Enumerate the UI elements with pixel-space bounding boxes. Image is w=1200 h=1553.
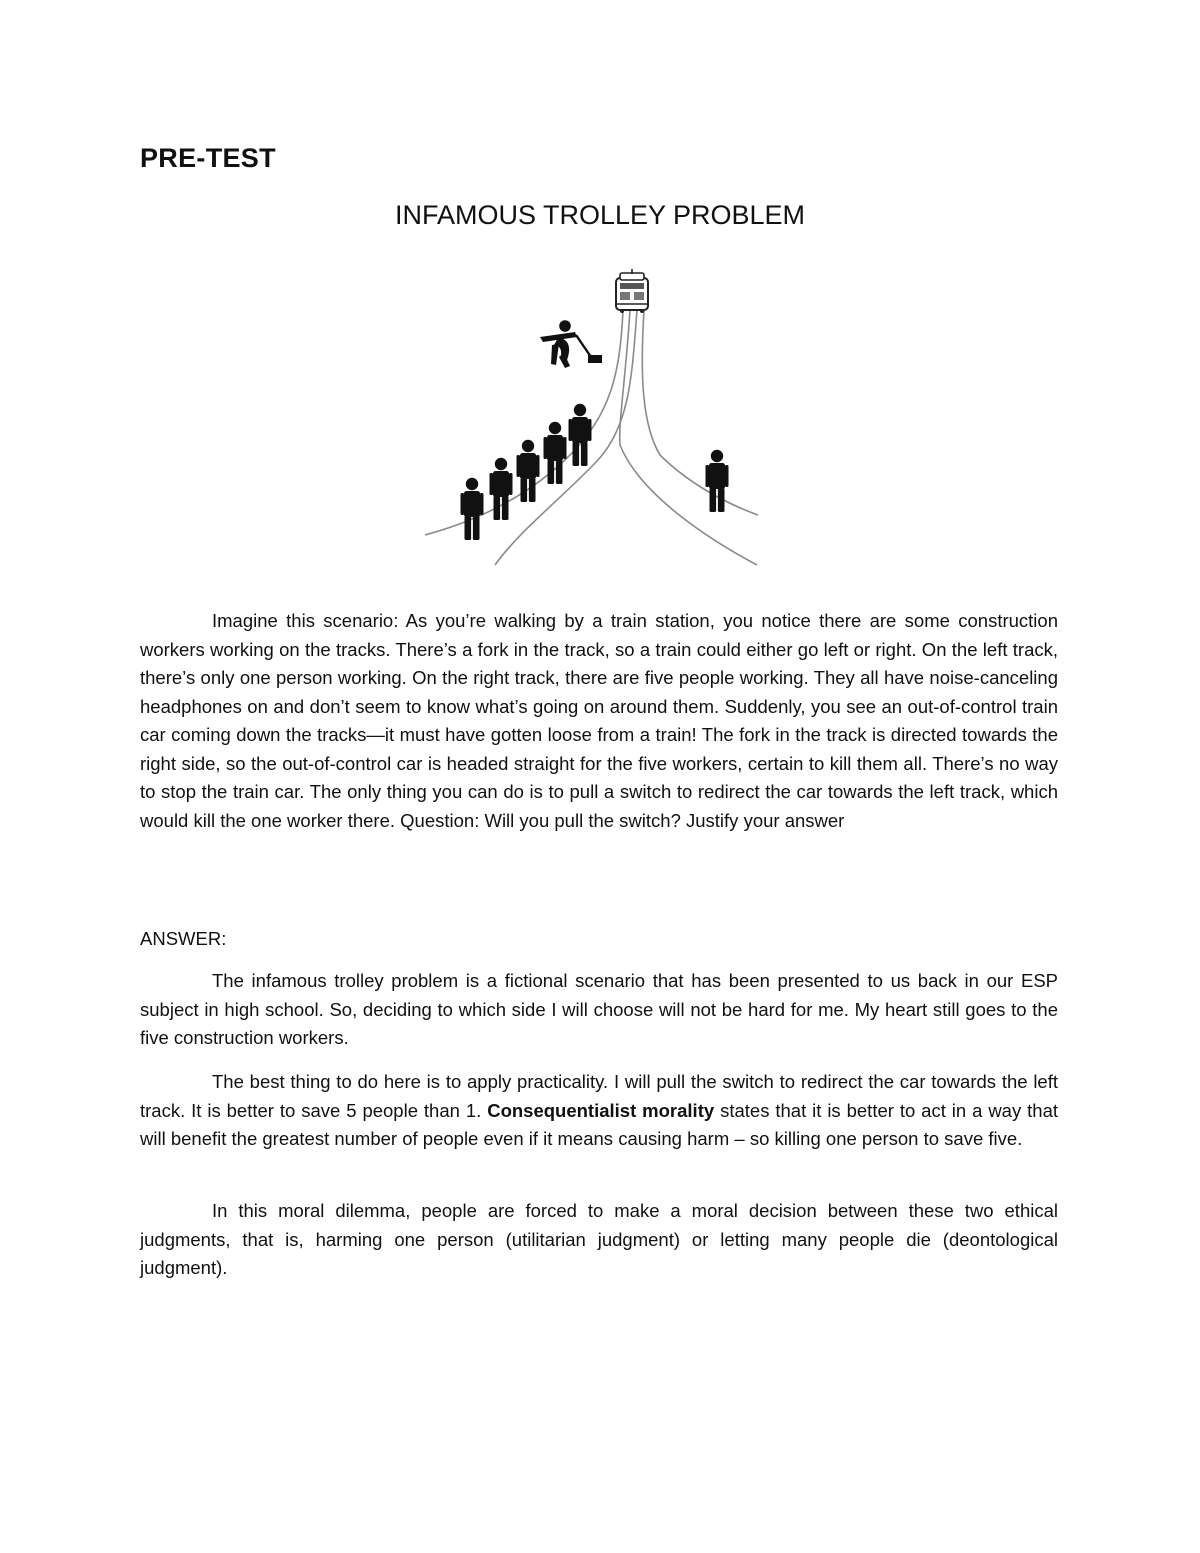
answer-paragraph-3: In this moral dilemma, people are forced to make a moral decision between these two ethical judgments, that is, harming one person (utilitarian judgment) or letting many people die (deontological judgment).: [140, 1200, 1058, 1278]
train-icon: [616, 269, 648, 313]
answer-paragraph-1: The infamous trolley problem is a fictional scenario that has been presented to us back in our ESP subject in high school. So, deciding to which side I will choose will not be hard for me. My heart still goes to the five construction workers.: [140, 970, 1058, 1048]
trolley-problem-illustration: [420, 265, 790, 580]
worker-figure-icon: [490, 458, 513, 520]
worker-figure-icon: [569, 404, 592, 466]
answer-label: ANSWER:: [140, 928, 227, 949]
lever-operator-icon: [540, 320, 602, 368]
page-title: INFAMOUS TROLLEY PROBLEM: [394, 200, 806, 230]
consequentialist-morality-term: Consequentialist morality: [487, 1099, 715, 1121]
answer-paragraph-2-text-a: The best thing to do here is to apply practicality. I will pull the switch to redirect the car towards the left track. It is better to save 5 people than 1.: [140, 1071, 1058, 1121]
worker-group-five: [461, 404, 592, 540]
worker-single: [706, 450, 729, 512]
worker-figure-icon: [706, 450, 729, 512]
worker-figure-icon: [461, 478, 484, 540]
answer-paragraph-2: [140, 1068, 1058, 1154]
scenario-paragraph: Imagine this scenario: As you’re walking by a train station, you notice there are some construction workers working on the tracks. There’s a fork in the track, so a train could either go left or right. On the left track, there’s only one person working. On the right track, there are five people working. They all have noise-canceling headphones on and don’t seem to know what’s going on around them. Suddenly, you see an out-of-control train car coming down the tracks—it must have gotten loose from a train! The fork in the track is directed towards the right side, so the out-of-control car is headed straight for the five workers, certain to kill them all. There’s no way to stop the train car. The only thing you can do is to pull a switch to redirect the car towards the left track, which would kill the one worker there. Question: Will you pull the switch? Justify your answer: [140, 610, 1058, 831]
worker-figure-icon: [517, 440, 540, 502]
answer-paragraph-2-text-b: states that it is better to act in a way that will benefit the greatest number of people even if it means causing harm – so killing one person to save five.: [140, 1099, 1059, 1149]
section-label: PRE-TEST: [140, 143, 276, 173]
